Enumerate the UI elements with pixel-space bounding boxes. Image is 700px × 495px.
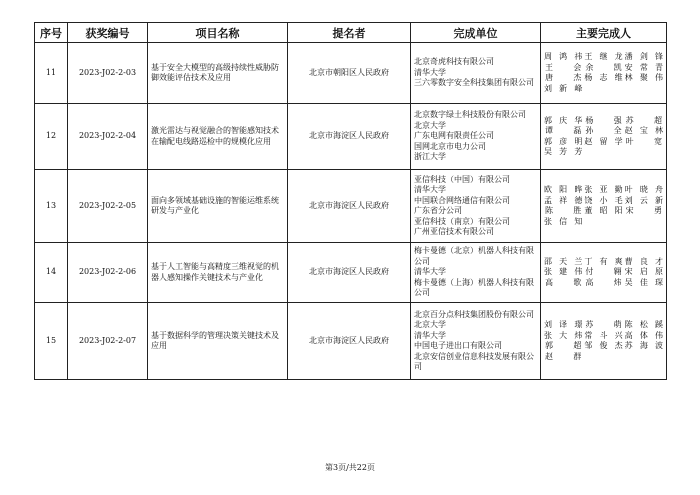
cell-people <box>541 243 667 303</box>
header-units: 完成单位 <box>411 23 541 43</box>
unit-name: 北京数字绿土科技股份有限公司 <box>414 110 526 120</box>
person-name: 杨强 <box>585 115 622 125</box>
people-grid <box>544 320 663 362</box>
cell-nominator: 北京市海淀区人民政府 <box>288 303 411 380</box>
people-grid <box>544 185 663 227</box>
unit-name: 梅卡曼德（北京）机器人科技有限公司 <box>414 246 534 266</box>
unit-name: 中国电子进出口有限公司 <box>414 341 502 350</box>
unit-name: 北京百分点科技集团股份有限公司 <box>414 309 534 319</box>
table-row <box>35 303 667 380</box>
cell-nominator: 北京市朝阳区人民政府 <box>288 43 411 104</box>
unit-name: 清华大学 <box>414 185 446 194</box>
person-name: 高歌 <box>545 277 582 287</box>
person-name: 付翱 <box>585 267 622 277</box>
person-name: 赵宝林 <box>624 126 663 135</box>
awards-table <box>34 22 667 380</box>
unit-name: 北京大学 <box>414 320 446 329</box>
person-name: 高炜 <box>585 277 622 287</box>
cell-project-name: 激光雷达与视觉融合的智能感知技术在输配电线路巡检中的规模化应用 <box>148 104 288 170</box>
table-row <box>35 170 667 243</box>
person-name: 潘剑锋 <box>624 52 663 61</box>
cell-units <box>411 43 541 104</box>
cell-nominator: 北京市海淀区人民政府 <box>288 104 411 170</box>
person-name: 邹俊杰 <box>584 341 623 350</box>
unit-name: 梅卡曼德（上海）机器人科技有限公司 <box>414 277 534 298</box>
person-name: 饶小毛 <box>584 195 623 205</box>
header-people: 主要完成人 <box>541 23 667 43</box>
cell-units <box>411 104 541 170</box>
person-name: 苏萌 <box>585 320 622 329</box>
person-name: 安常青 <box>624 62 663 72</box>
person-name: 赵留学 <box>584 136 623 146</box>
person-name: 刘译璟 <box>544 320 583 329</box>
header-seq: 序号 <box>35 23 68 43</box>
person-name: 常斗兴 <box>584 330 623 340</box>
person-name: 高体伟 <box>624 330 663 340</box>
cell-seq: 12 <box>35 104 68 170</box>
person-name: 欧阳晔 <box>544 185 583 194</box>
cell-project-name: 基于安全大模型的高级持续性威胁防御效能评估技术及应用 <box>148 43 288 104</box>
page-number: 第3页/共22页 <box>325 463 375 472</box>
person-name: 张大炜 <box>544 330 583 340</box>
person-name: 苏海波 <box>624 341 663 350</box>
person-name: 周鸿祎 <box>544 52 583 61</box>
person-name: 刘新峰 <box>544 83 583 93</box>
person-name: 叶晓舟 <box>624 185 663 194</box>
person-name: 张建伟 <box>544 267 583 277</box>
person-name: 谭磊 <box>545 126 582 135</box>
person-name: 赵群 <box>545 351 582 361</box>
person-name: 陈胜 <box>545 206 582 215</box>
person-name: 孟祥德 <box>544 195 583 205</box>
table-row <box>35 43 667 104</box>
unit-name: 亚信科技（中国）有限公司 <box>414 174 510 184</box>
person-name: 郭庆华 <box>544 115 583 125</box>
unit-name: 北京奇虎科技有限公司 <box>414 57 494 67</box>
people-grid <box>544 116 663 158</box>
unit-name: 三六零数字安全科技集团有限公司 <box>414 78 534 88</box>
person-name: 郭超 <box>545 341 582 350</box>
header-code: 获奖编号 <box>68 23 148 43</box>
cell-seq: 11 <box>35 43 68 104</box>
cell-units <box>411 243 541 303</box>
unit-name: 清华大学 <box>414 330 446 340</box>
cell-award-code: 2023-J02-2-03 <box>68 43 148 104</box>
person-name: 董昭阳 <box>584 206 623 215</box>
person-name: 陈松蹊 <box>624 320 663 329</box>
person-name: 丁有爽 <box>584 256 623 266</box>
cell-nominator: 北京市海淀区人民政府 <box>288 170 411 243</box>
header-name: 项目名称 <box>148 23 288 43</box>
person-name: 吴佳琛 <box>624 277 663 287</box>
person-name: 王继龙 <box>584 52 623 61</box>
person-name: 邵天兰 <box>544 256 583 266</box>
cell-award-code: 2023-J02-2-07 <box>68 303 148 380</box>
person-name: 张亚勤 <box>584 185 623 194</box>
unit-name: 广东省分公司 <box>414 206 462 215</box>
person-name: 王会 <box>545 62 582 72</box>
unit-name: 北京安信创业信息科技发展有限公司 <box>414 351 534 371</box>
unit-name: 广东电网有限责任公司 <box>414 131 494 141</box>
cell-people <box>541 104 667 170</box>
table-header-row <box>35 23 667 43</box>
person-name: 叶宽 <box>625 136 662 146</box>
unit-name: 广州亚信技术有限公司 <box>414 227 494 236</box>
cell-nominator: 北京市海淀区人民政府 <box>288 243 411 303</box>
unit-name: 中国联合网络通信有限公司 <box>414 195 510 205</box>
cell-units <box>411 303 541 380</box>
cell-people <box>541 43 667 104</box>
cell-seq: 13 <box>35 170 68 243</box>
cell-project-name: 基于数据科学的管理决策关键技术及应用 <box>148 303 288 380</box>
person-name: 唐杰 <box>545 73 582 82</box>
table-row <box>35 243 667 303</box>
person-name: 张信知 <box>544 216 583 226</box>
table-row <box>35 104 667 170</box>
person-name: 宋勇 <box>625 206 662 215</box>
people-grid <box>544 52 663 94</box>
cell-award-code: 2023-J02-2-06 <box>68 243 148 303</box>
person-name: 郭彦明 <box>544 136 583 146</box>
header-nominator: 提名者 <box>288 23 411 43</box>
person-name: 刘云新 <box>624 195 663 205</box>
unit-name: 国网北京市电力公司 <box>414 141 486 151</box>
unit-name: 清华大学 <box>414 267 446 277</box>
person-name: 曹良才 <box>624 256 663 266</box>
person-name: 宋启原 <box>624 267 663 277</box>
person-name: 余凯 <box>585 62 622 72</box>
cell-project-name: 基于人工智能与高精度三维视觉的机器人感知操作关键技术与产业化 <box>148 243 288 303</box>
cell-seq: 14 <box>35 243 68 303</box>
cell-seq: 15 <box>35 303 68 380</box>
unit-name: 浙江大学 <box>414 152 446 162</box>
cell-award-code: 2023-J02-2-04 <box>68 104 148 170</box>
cell-people <box>541 303 667 380</box>
person-name: 孙全 <box>585 126 622 135</box>
person-name: 杨志维 <box>584 73 623 82</box>
cell-people <box>541 170 667 243</box>
person-name: 林聚伟 <box>624 73 663 82</box>
unit-name: 亚信科技（南京）有限公司 <box>414 216 510 226</box>
person-name: 苏超 <box>625 115 662 125</box>
unit-name: 清华大学 <box>414 67 446 77</box>
people-grid <box>544 257 663 289</box>
table-body <box>35 43 667 380</box>
unit-name: 北京大学 <box>414 120 446 130</box>
person-name: 吴芳芳 <box>544 147 583 156</box>
cell-project-name: 面向多领域基础设施的智能运维系统研发与产业化 <box>148 170 288 243</box>
cell-award-code: 2023-J02-2-05 <box>68 170 148 243</box>
cell-units <box>411 170 541 243</box>
